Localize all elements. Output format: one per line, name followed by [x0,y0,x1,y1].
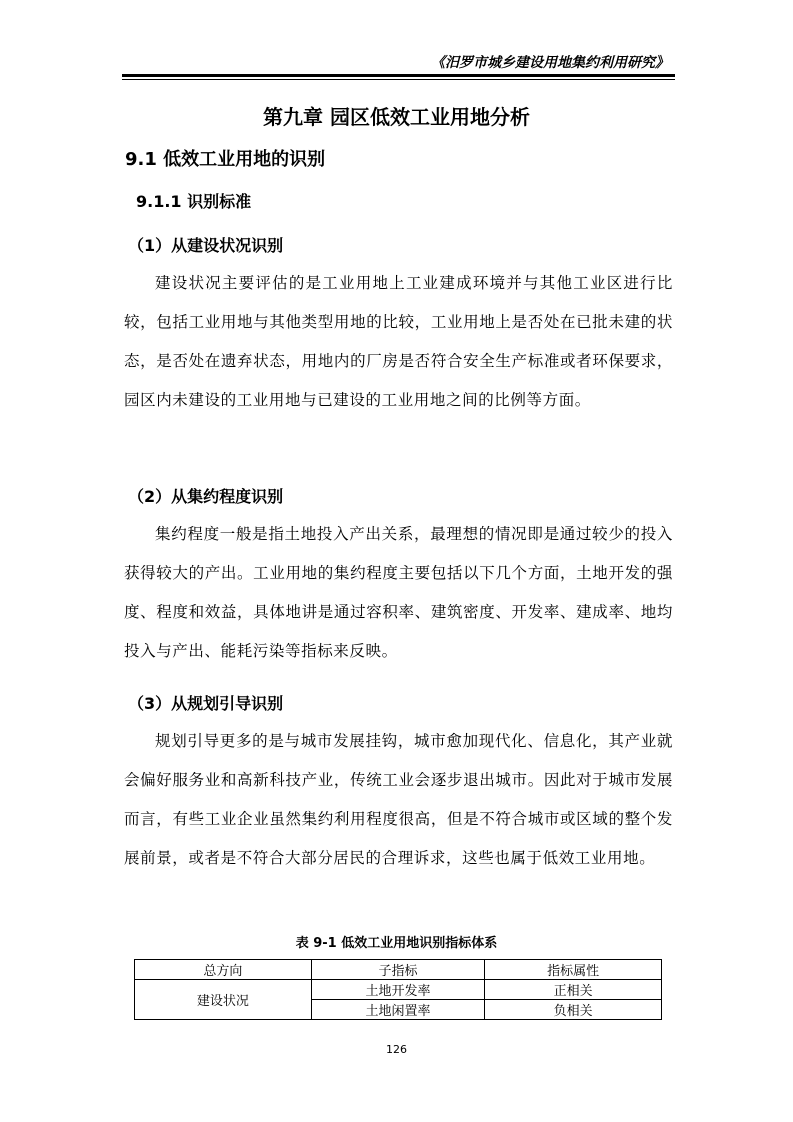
header-rule-thick [122,74,675,77]
table-cell: 负相关 [485,1000,662,1020]
chapter-title: 第九章 园区低效工业用地分析 [263,105,530,129]
header-rule-thin [122,79,675,80]
part-1-heading: （1）从建设状况识别 [128,236,284,255]
table-caption: 表 9-1 低效工业用地识别指标体系 [295,936,498,951]
subsection-title: 9.1.1 识别标准 [136,192,252,211]
part-3-heading: （3）从规划引导识别 [128,694,284,713]
table-header-row [135,960,662,980]
part-1-body: 建设状况主要评估的是工业用地上工业建成环境并与其他工业区进行比较，包括工业用地与其他类型用地的比较，工业用地上是否处在已批未建的状态，是否处在遗弃状态，用地内的厂房是否符合安全生产标准或者环保要求，园区内未建设的工业用地与已建设的工业用地之间的比例等方面。 [124,274,673,409]
page-number: 126 [386,1043,407,1056]
table-header-cell: 指标属性 [485,960,662,980]
part-2-body: 集约程度一般是指土地投入产出关系，最理想的情况即是通过较少的投入获得较大的产出。工业用地的集约程度主要包括以下几个方面，土地开发的强度、程度和效益，具体地讲是通过容积率、建筑密度、开发率、建成率、地均投入与产出、能耗污染等指标来反映。 [124,525,673,660]
running-header: 《汨罗市城乡建设用地集约利用研究》 [431,55,669,71]
table-cell-group: 建设状况 [135,980,312,1020]
table-cell: 正相关 [485,980,662,1000]
part-2-heading: （2）从集约程度识别 [128,487,284,506]
table-header-cell: 总方向 [135,960,312,980]
table-cell: 土地闲置率 [311,1000,485,1020]
table-header-cell: 子指标 [311,960,485,980]
indicator-table [134,959,662,1020]
table-cell: 土地开发率 [311,980,485,1000]
part-3-body: 规划引导更多的是与城市发展挂钩，城市愈加现代化、信息化，其产业就会偏好服务业和高新科技产业，传统工业会逐步退出城市。因此对于城市发展而言，有些工业企业虽然集约利用程度很高，但是不符合城市或区域的整个发展前景，或者是不符合大部分居民的合理诉求，这些也属于低效工业用地。 [124,732,673,867]
section-title: 9.1 低效工业用地的识别 [125,149,326,170]
table-row [135,980,662,1000]
